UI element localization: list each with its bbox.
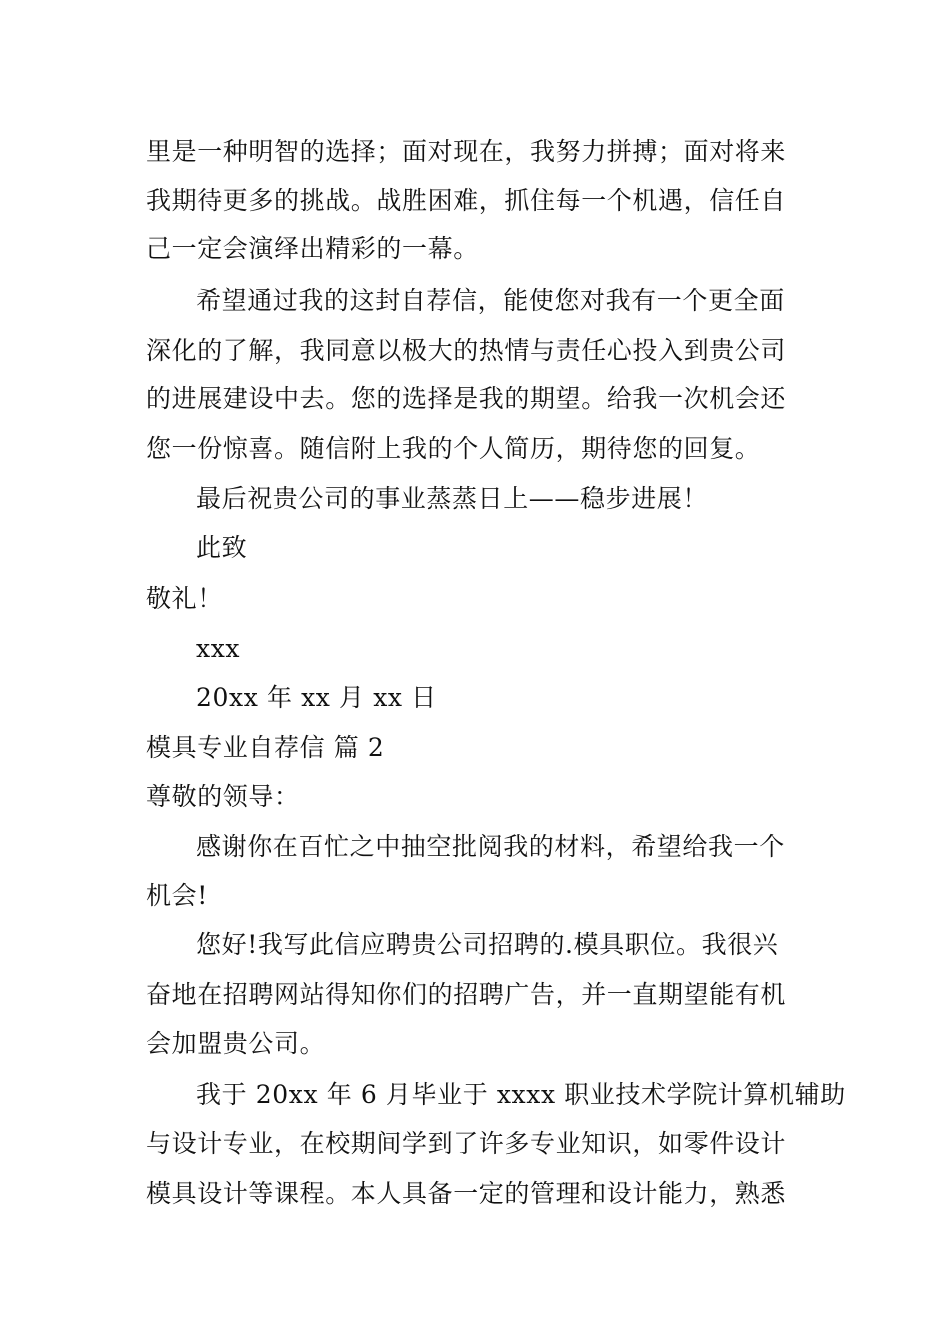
body-text-line: 的进展建设中去。您的选择是我的期望。给我一次机会还	[146, 384, 787, 413]
body-text-line: 会加盟贵公司。	[146, 1029, 326, 1058]
paragraph-start-line: 我于 20xx 年 6 月毕业于 xxxx 职业技术学院计算机辅助	[196, 1080, 846, 1109]
body-text-line: 我期待更多的挑战。战胜困难，抓住每一个机遇，信任自	[146, 186, 787, 215]
section-title: 模具专业自荐信 篇 2	[146, 733, 385, 762]
greeting-line: 尊敬的领导：	[146, 782, 300, 811]
paragraph-start-line: 感谢你在百忙之中抽空批阅我的材料，希望给我一个	[196, 832, 785, 861]
salutation-regards: 敬礼！	[146, 584, 223, 613]
body-text-line: 您一份惊喜。随信附上我的个人简历，期待您的回复。	[146, 434, 761, 463]
closing-wish-line: 最后祝贵公司的事业蒸蒸日上——稳步进展！	[196, 484, 709, 513]
body-text-line: 模具设计等课程。本人具备一定的管理和设计能力，熟悉	[146, 1179, 787, 1208]
signature-name: xxx	[196, 634, 241, 663]
body-text-line: 里是一种明智的选择；面对现在，我努力拼搏；面对将来	[146, 137, 787, 166]
salutation-close: 此致	[196, 533, 248, 562]
body-text-line: 深化的了解，我同意以极大的热情与责任心投入到贵公司	[146, 336, 787, 365]
body-text-line: 奋地在招聘网站得知你们的招聘广告，并一直期望能有机	[146, 980, 787, 1009]
paragraph-start-line: 您好!我写此信应聘贵公司招聘的.模具职位。我很兴	[196, 930, 779, 959]
body-text-line: 机会!	[146, 881, 208, 910]
paragraph-start-line: 希望通过我的这封自荐信，能使您对我有一个更全面	[196, 286, 785, 315]
body-text-line: 与设计专业，在校期间学到了许多专业知识，如零件设计	[146, 1129, 787, 1158]
signature-date: 20xx 年 xx 月 xx 日	[196, 683, 437, 712]
body-text-line: 己一定会演绎出精彩的一幕。	[146, 234, 479, 263]
